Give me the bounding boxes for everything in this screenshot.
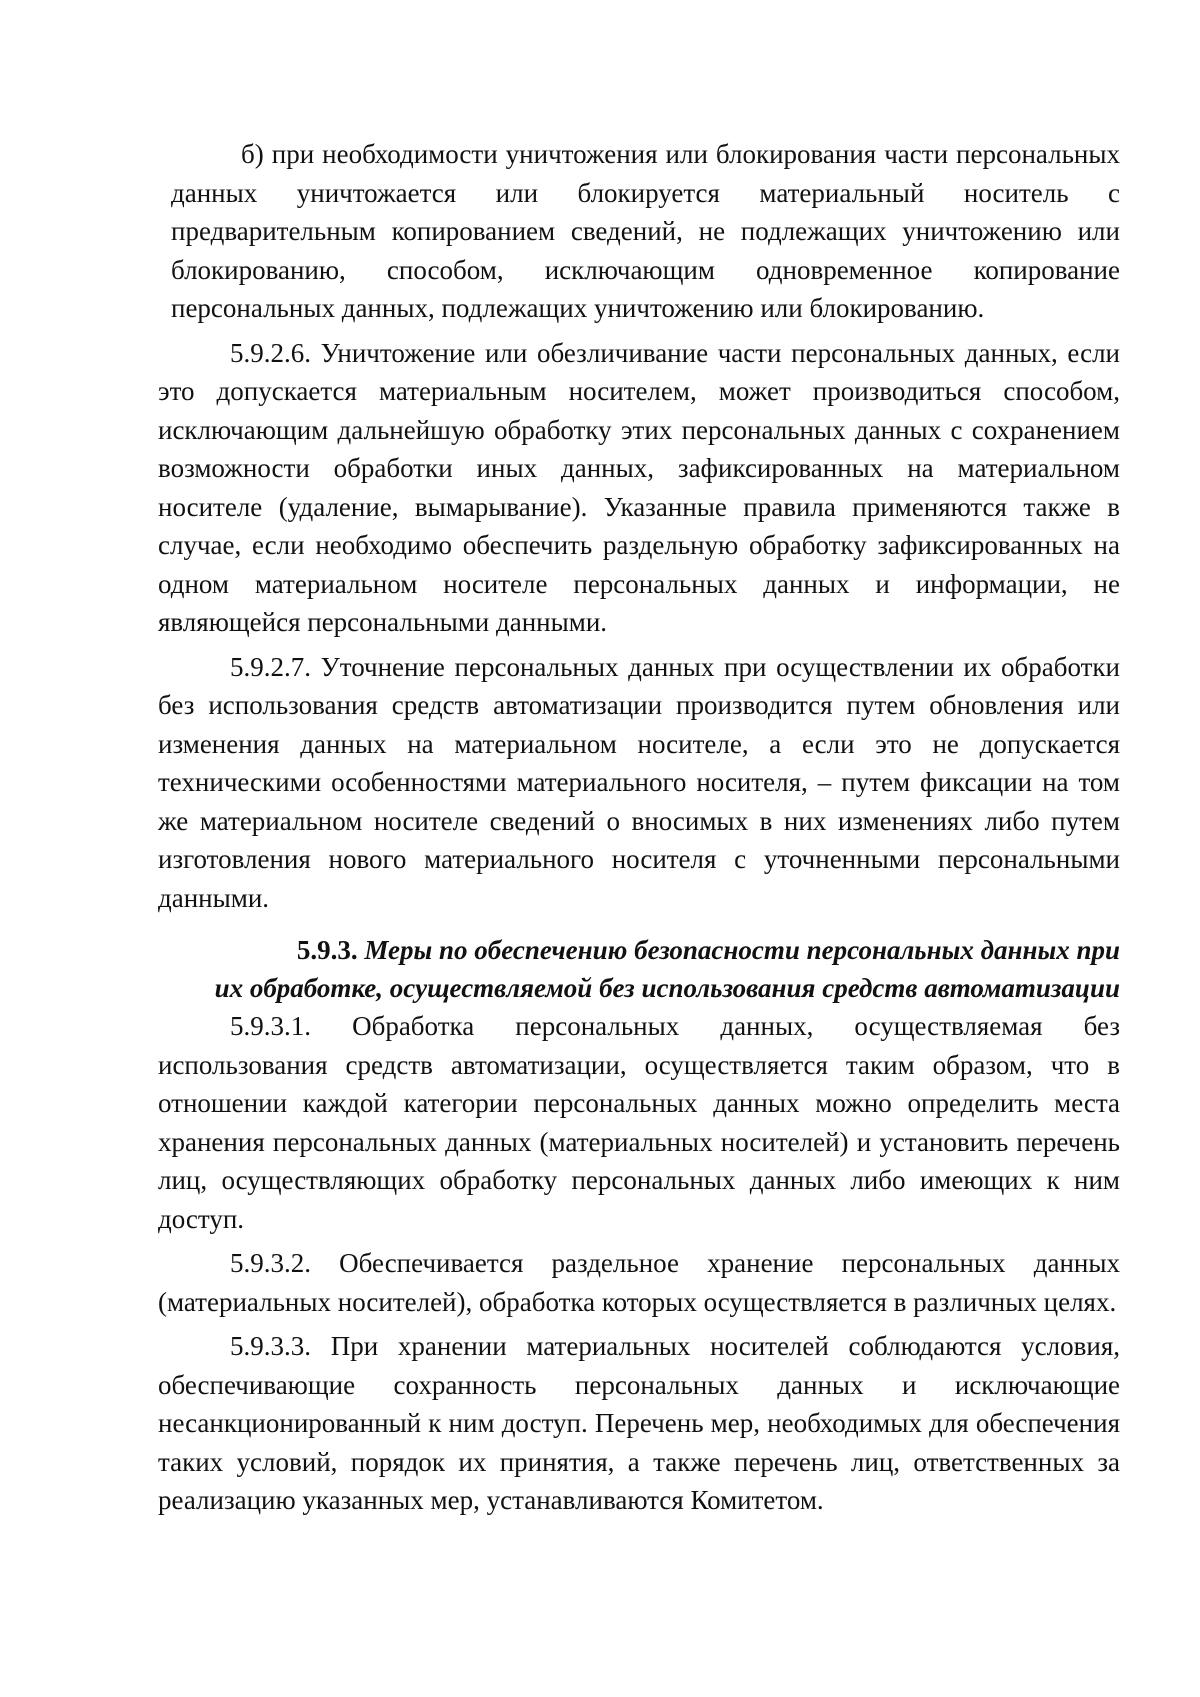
paragraph-5-9-2-7: 5.9.2.7. Уточнение персональных данных при осуществлении их обработки без использования средств автоматизации производится путем обновления или изменения данных на материальном носителе, а если это не допускается техническими особенностями материального носителя, – путем фиксации на том же материальном носителе сведений о вносимых в них изменениях либо путем изготовления нового материального носителя с уточненными персональными данными. — [158, 651, 1120, 913]
paragraph-5-9-3-1: 5.9.3.1. Обработка персональных данных, осуществляемая без использования средств автоматизации, осуществляется таким образом, что в отношении каждой категории персональных данных можно определить места хранения персональных данных (материальных носителей) и установить перечень лиц, осуществляющих обработку персональных данных либо имеющих к ним доступ. — [158, 1011, 1120, 1234]
paragraph-5-9-2-6: 5.9.2.6. Уничтожение или обезличивание части персональных данных, если это допускается материальным носителем, может производиться способом, исключающим дальнейшую обработку этих персональных данных с сохранением возможности обработки иных данных, зафиксированных на материальном носителе (удаление, вымарывание). Указанные правила применяются также в случае, если необходимо обеспечить раздельную обработку зафиксированных на одном материальном носителе персональных данных и информации, не являющейся персональными данными. — [158, 337, 1120, 637]
section-title-line-1: Меры по обеспечению безопасности персональных данных при — [364, 935, 1120, 965]
section-title-line-2: их обработке, осуществляемой без использования средств автоматизации — [214, 973, 1120, 1003]
section-number: 5.9.3. — [296, 935, 358, 965]
section-heading-5-9-3 — [158, 931, 1120, 1007]
section-heading-line-1 — [158, 931, 1120, 969]
paragraph-5-9-3-3: 5.9.3.3. При хранении материальных носителей соблюдаются условия, обеспечивающие сохранность персональных данных и исключающие несанкционированный к ним доступ. Перечень мер, необходимых для обеспечения таких условий, порядок их принятия, а также перечень лиц, ответственных за реализацию указанных мер, устанавливаются Комитетом. — [158, 1331, 1120, 1515]
paragraph-item-b: б) при необходимости уничтожения или блокирования части персональных данных уничтожается или блокируется материальный носитель с предварительным копированием сведений, не подлежащих уничтожению или блокированию, способом, исключающим одновременное копирование персональных данных, подлежащих уничтожению или блокированию. — [171, 139, 1120, 323]
document-body — [158, 135, 1120, 1520]
paragraph-5-9-3-2: 5.9.3.2. Обеспечивается раздельное хранение персональных данных (материальных носителей), обработка которых осуществляется в различных целях. — [158, 1248, 1120, 1317]
